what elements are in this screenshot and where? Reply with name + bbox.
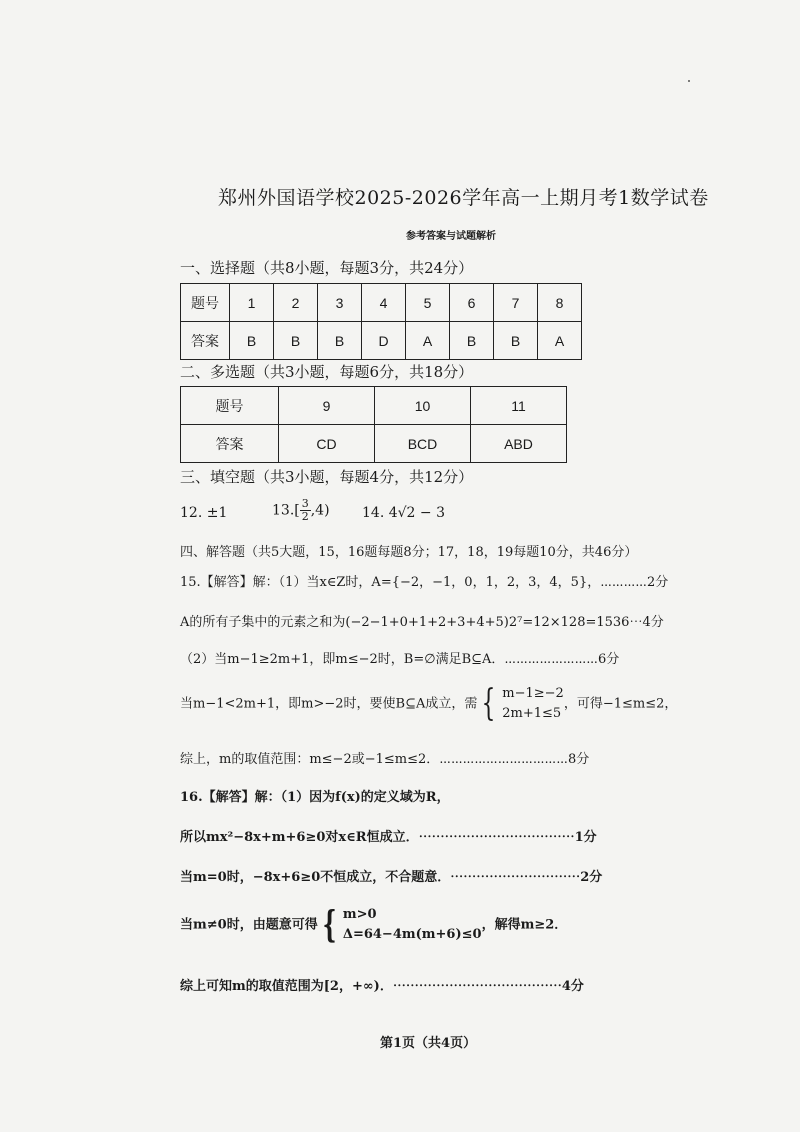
table-row	[181, 425, 567, 463]
answer-13	[272, 498, 330, 523]
question-number: 10	[375, 387, 471, 425]
section4-heading: 四、解答题（共5大题，15，16题每题8分；17，18，19每题10分，共46分）	[180, 545, 638, 560]
q16-line5: 综上可知m的取值范围为[2，+∞)．⋯⋯⋯⋯⋯⋯⋯⋯⋯⋯⋯⋯⋯4分	[180, 979, 584, 994]
inequality-system	[502, 684, 564, 724]
q15-line4-pre: 当m−1<2m+1，即m>−2时，要使B⊆A成立，需	[180, 696, 478, 712]
question-number: 6	[450, 284, 494, 322]
row-label: 题号	[181, 387, 279, 425]
page-footer: 第1页（共4页）	[380, 1036, 477, 1051]
scan-speck	[688, 80, 690, 82]
q16-line4	[180, 905, 567, 945]
answer-13-prefix: 13.[	[272, 502, 300, 519]
answer-cell: CD	[279, 425, 375, 463]
answer-cell: BCD	[375, 425, 471, 463]
q15-line4	[180, 684, 677, 724]
answer-cell: B	[274, 322, 318, 360]
answer-13-suffix: ,4)	[310, 502, 330, 519]
answer-cell: ABD	[471, 425, 567, 463]
question-number: 1	[230, 284, 274, 322]
table-row	[181, 387, 567, 425]
q15-line3: （2）当m−1≥2m+1，即m≤−2时，B=∅满足B⊆A．⋯⋯⋯⋯⋯⋯⋯⋯6分	[180, 652, 620, 667]
q16-line3: 当m=0时，−8x+6≥0不恒成立，不合题意．⋯⋯⋯⋯⋯⋯⋯⋯⋯⋯2分	[180, 870, 603, 885]
answer-12: 12. ±1	[180, 505, 228, 521]
question-number: 9	[279, 387, 375, 425]
system-line: Δ=64−4m(m+6)≤0	[342, 927, 482, 942]
table-row	[181, 284, 582, 322]
section1-heading: 一、选择题（共8小题，每题3分，共24分）	[180, 259, 474, 277]
page-subtitle: 参考答案与试题解析	[406, 231, 496, 242]
q16-line1: 16.【解答】解：（1）因为f(x)的定义域为R，	[180, 790, 450, 805]
question-number: 2	[274, 284, 318, 322]
answer-cell: A	[538, 322, 582, 360]
question-number: 3	[318, 284, 362, 322]
question-number: 8	[538, 284, 582, 322]
system-line: 2m+1≤5	[502, 706, 562, 721]
system-line: m−1≥−2	[502, 686, 564, 701]
q15-line2: A的所有子集中的元素之和为(−2−1+0+1+2+3+4+5)2⁷=12×128=1536⋯4分	[180, 615, 664, 630]
page-title: 郑州外国语学校2025-2026学年高一上期月考1数学试卷	[218, 187, 709, 209]
system-line: m>0	[342, 907, 377, 922]
fraction-numerator: 3	[301, 497, 309, 510]
answer-cell: D	[362, 322, 406, 360]
answer-cell: B	[450, 322, 494, 360]
question-number: 7	[494, 284, 538, 322]
question-number: 11	[471, 387, 567, 425]
section3-heading: 三、填空题（共3小题，每题4分，共12分）	[180, 468, 474, 486]
answer-cell: B	[494, 322, 538, 360]
q15-line1: 15.【解答】解：（1）当x∈Z时，A={−2，−1，0，1，2，3，4，5}，⋯⋯⋯⋯2分	[180, 575, 669, 590]
row-label: 答案	[181, 425, 279, 463]
brace: {	[481, 683, 496, 724]
answer-cell: B	[230, 322, 274, 360]
section2-heading: 二、多选题（共3小题，每题6分，共18分）	[180, 363, 474, 381]
q16-line4-pre: 当m≠0时，由题意可得	[180, 917, 318, 933]
q15-line4-post: ，可得−1≤m≤2，	[563, 696, 678, 712]
row-label: 答案	[181, 322, 230, 360]
q16-line2: 所以mx²−8x+m+6≥0对x∈R恒成立．⋯⋯⋯⋯⋯⋯⋯⋯⋯⋯⋯⋯1分	[180, 830, 597, 845]
brace: {	[322, 904, 337, 946]
fraction-denominator: 2	[301, 510, 309, 523]
row-label: 题号	[181, 284, 230, 322]
q15-line5: 综上，m的取值范围：m≤−2或−1≤m≤2．⋯⋯⋯⋯⋯⋯⋯⋯⋯⋯⋯8分	[180, 752, 590, 767]
question-number: 5	[406, 284, 450, 322]
inequality-system	[343, 905, 482, 945]
q16-line4-post: ，解得m≥2．	[481, 917, 568, 933]
answer-14: 14. 4√2 − 3	[362, 505, 445, 521]
question-number: 4	[362, 284, 406, 322]
choice-answer-table	[180, 283, 582, 360]
answer-cell: A	[406, 322, 450, 360]
multi-choice-answer-table	[180, 386, 567, 463]
table-row	[181, 322, 582, 360]
answer-cell: B	[318, 322, 362, 360]
fraction	[300, 498, 311, 523]
